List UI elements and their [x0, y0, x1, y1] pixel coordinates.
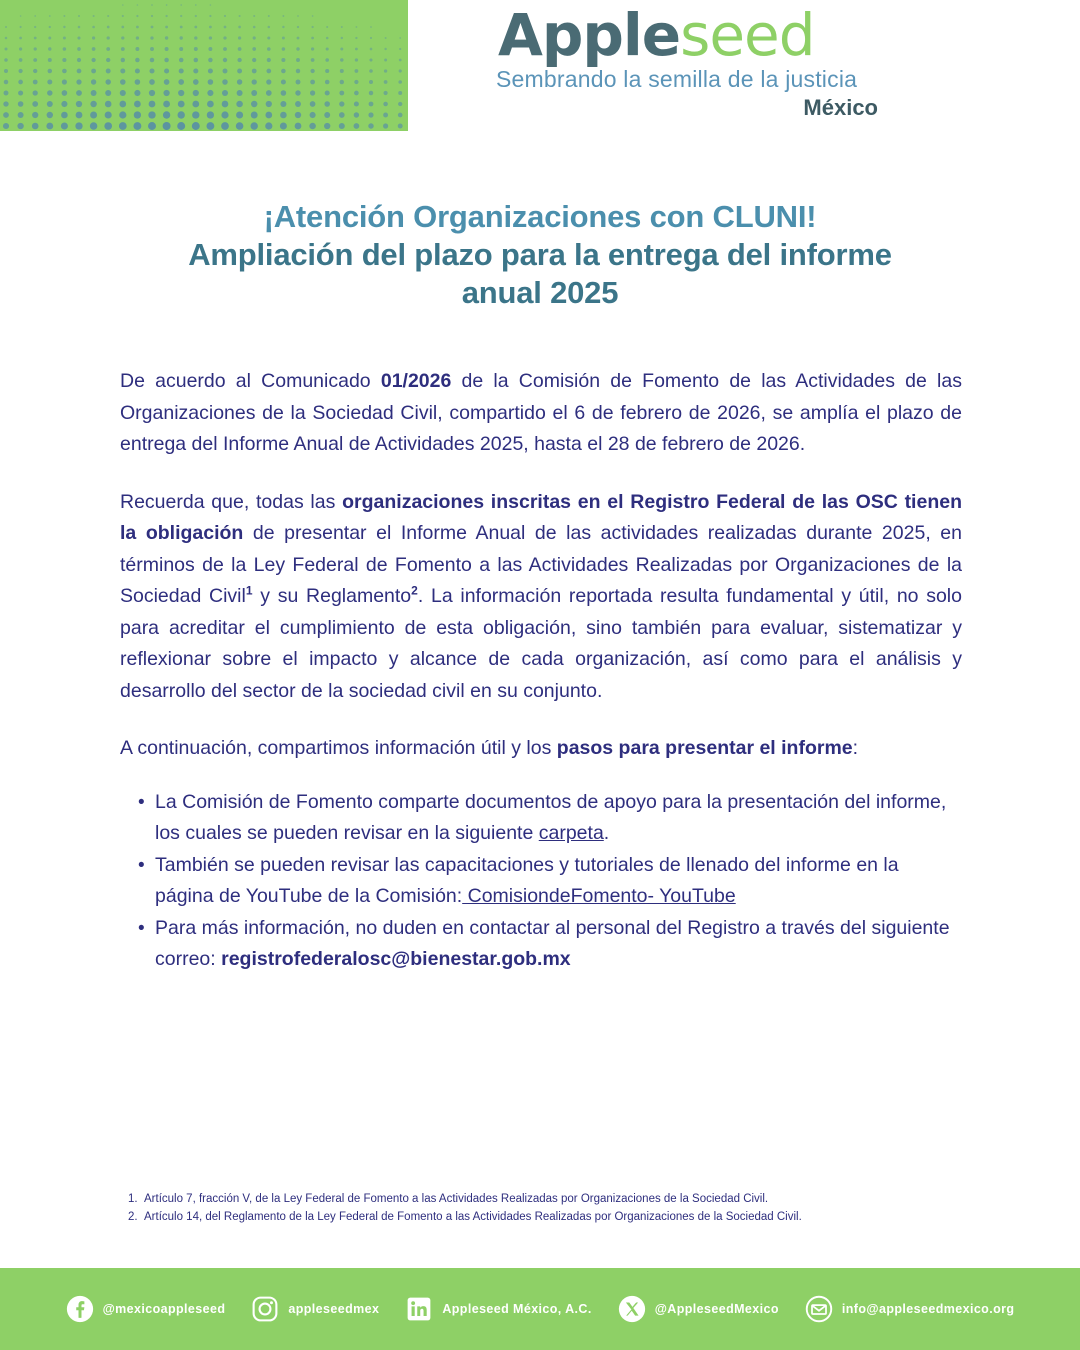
p3-text-a: A continuación, compartimos información útil y los [120, 737, 557, 759]
paragraph-2 [120, 487, 962, 708]
document-header [0, 0, 1080, 140]
p1-text-b: de la Comisión de Fomento de las Actividades de las Organizaciones de la Sociedad Civil, compartido el 6 de febrero de 2026, se amplía el plazo de entrega del Informe Anual de Actividades 2025, hasta el 28 de febrero de 2026. [120, 370, 962, 455]
x-twitter-icon [618, 1295, 646, 1323]
contact-email[interactable]: registrofederalosc@bienestar.gob.mx [221, 948, 571, 970]
logo-wordmark [470, 1, 890, 69]
list-item [120, 787, 962, 850]
email-handle: info@appleseedmexico.org [841, 1302, 1015, 1316]
social-facebook[interactable] [66, 1295, 226, 1323]
instagram-handle: appleseedmex [288, 1302, 380, 1316]
logo-word-apple: Apple [498, 1, 681, 69]
p3-bold-steps: pasos para presentar el informe [556, 737, 853, 759]
steps-list [120, 787, 962, 976]
step-3-text-a: Para más información, no duden en contactar al personal del Registro a través del siguiente correo: [155, 916, 950, 970]
email-icon [805, 1295, 833, 1323]
footnote-1 [128, 1190, 978, 1208]
title-line-1: ¡Atención Organizaciones con CLUNI! [263, 199, 817, 234]
appleseed-logo [470, 1, 890, 129]
footnotes-section [128, 1190, 978, 1226]
footnote-ref-1: 1 [245, 583, 253, 598]
logo-country: México [803, 95, 878, 120]
footnote-1-number: 1. [128, 1193, 138, 1205]
instagram-icon [251, 1295, 279, 1323]
title-line-3: anual 2025 [461, 275, 619, 310]
step-2-text-a: También se pueden revisar las capacitaciones y tutoriales de llenado del informe en la página de YouTube de la Comisión: [155, 853, 899, 907]
title-line-2: Ampliación del plazo para la entrega del informe [188, 237, 892, 272]
logo-word-seed: seed [680, 1, 815, 69]
list-item [120, 913, 962, 976]
linkedin-icon [405, 1295, 433, 1323]
footnote-2-text: Artículo 14, del Reglamento de la Ley Federal de Fomento a las Actividades Realizadas por Organizaciones de la Sociedad Civil. [144, 1211, 802, 1223]
p2-text-d: . La información reportada resulta fundamental y útil, no solo para acreditar el cumplimiento de esta obligación, sino también para evaluar, sistematizar y reflexionar sobre el impacto y alcance de cada organización, así como para el análisis y desarrollo del sector de la sociedad civil en su conjunto. [120, 585, 962, 702]
footnote-1-text: Artículo 7, fracción V, de la Ley Federal de Fomento a las Actividades Realizadas por Organizaciones de la Sociedad Civil. [144, 1193, 769, 1205]
p1-text-a: De acuerdo al Comunicado [120, 370, 381, 392]
social-instagram[interactable] [251, 1295, 379, 1323]
document-footer [0, 1268, 1080, 1350]
logo-tagline: Sembrando la semilla de la justicia [496, 66, 858, 92]
footnote-2 [128, 1208, 978, 1226]
p2-text-c: y su Reglamento [252, 585, 412, 607]
footnote-2-number: 2. [128, 1211, 138, 1223]
halftone-decoration-block [0, 0, 408, 131]
p2-text-a: Recuerda que, todas las [120, 490, 343, 513]
social-linkedin[interactable] [405, 1295, 591, 1323]
p3-text-b: : [852, 737, 859, 759]
document-body [120, 366, 962, 976]
social-email[interactable] [805, 1295, 1015, 1323]
facebook-handle: @mexicoappleseed [102, 1302, 226, 1316]
p2-text-b: de presentar el Informe Anual de las actividades realizadas durante 2025, en términos de la Ley Federal de Fomento a las Actividades Realizadas por Organizaciones de la Sociedad Civil [120, 522, 962, 607]
list-item [120, 850, 962, 913]
paragraph-1 [120, 366, 962, 461]
linkedin-handle: Appleseed México, A.C. [442, 1302, 592, 1316]
facebook-icon [66, 1295, 94, 1323]
step-1-text-a: La Comisión de Fomento comparte documentos de apoyo para la presentación del informe, los cuales se pueden revisar en la siguiente [155, 790, 947, 844]
paragraph-3 [120, 733, 962, 765]
p1-bold-communique: 01/2026 [380, 370, 452, 392]
carpeta-link[interactable]: carpeta [538, 822, 604, 844]
footnote-ref-2: 2 [411, 583, 418, 598]
p2-bold-obligation: organizaciones inscritas en el Registro Federal de las OSC tienen la obligación [120, 490, 962, 544]
youtube-link[interactable]: ComisiondeFomento- YouTube [462, 885, 736, 907]
x-handle: @AppleseedMexico [654, 1302, 779, 1316]
social-x-twitter[interactable] [618, 1295, 779, 1323]
page-title [120, 198, 960, 312]
step-1-text-b: . [603, 822, 610, 844]
